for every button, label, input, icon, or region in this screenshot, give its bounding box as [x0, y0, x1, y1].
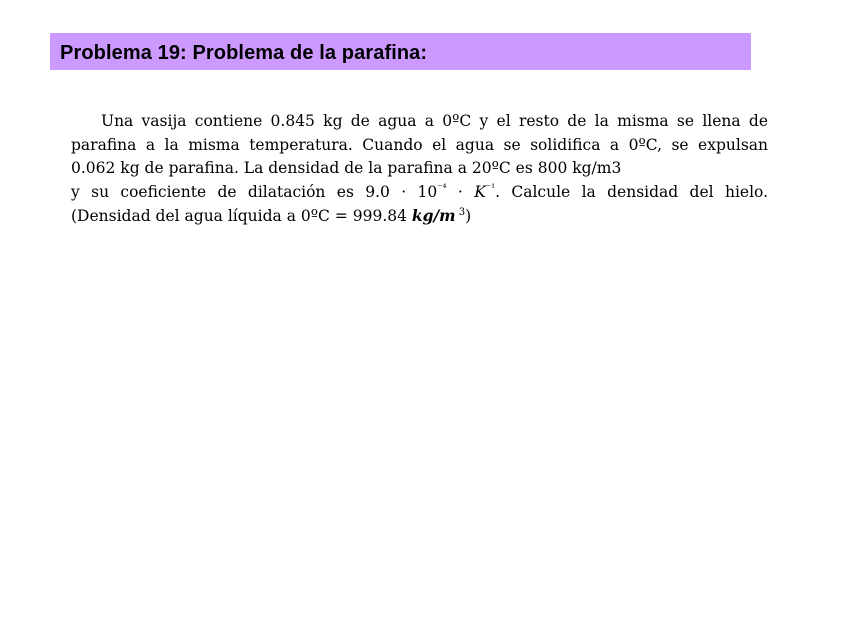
kelvin-symbol: K [474, 182, 486, 201]
statement-line-5-start: (Densidad del agua líquida a 0ºC = 999.84 [71, 207, 412, 225]
statement-line-3: 0.062 kg de parafina. La densidad de la parafina a 20ºC es 800 kg/m3 [71, 159, 622, 177]
density-unit: kg/m [411, 206, 456, 225]
problem-title: Problema 19: Problema de la parafina: [60, 42, 428, 64]
problem-statement [71, 110, 768, 229]
exponent-minus-1: ⁻¹ [485, 182, 496, 194]
statement-line-2: parafina a la misma temperatura. Cuando el agua se solidifica a 0ºC, se expulsan [71, 135, 768, 154]
unit-exponent: 3 [455, 207, 466, 218]
statement-line-4 [71, 181, 768, 205]
statement-line-5 [71, 204, 768, 229]
problem-title-bar [50, 33, 751, 70]
statement-line-5-end: ) [465, 207, 472, 225]
dot-operator: · [446, 182, 475, 201]
statement-line-4-end: . Calcule la densidad del hielo. [495, 182, 769, 201]
statement-line-4-start: y su coeficiente de dilatación es 9.0 · 10 [71, 182, 438, 201]
exponent-minus-4: ⁻⁴ [437, 182, 447, 194]
statement-line-1: Una vasija contiene 0.845 kg de agua a 0ºC y el resto de la misma se llena de [101, 112, 768, 130]
